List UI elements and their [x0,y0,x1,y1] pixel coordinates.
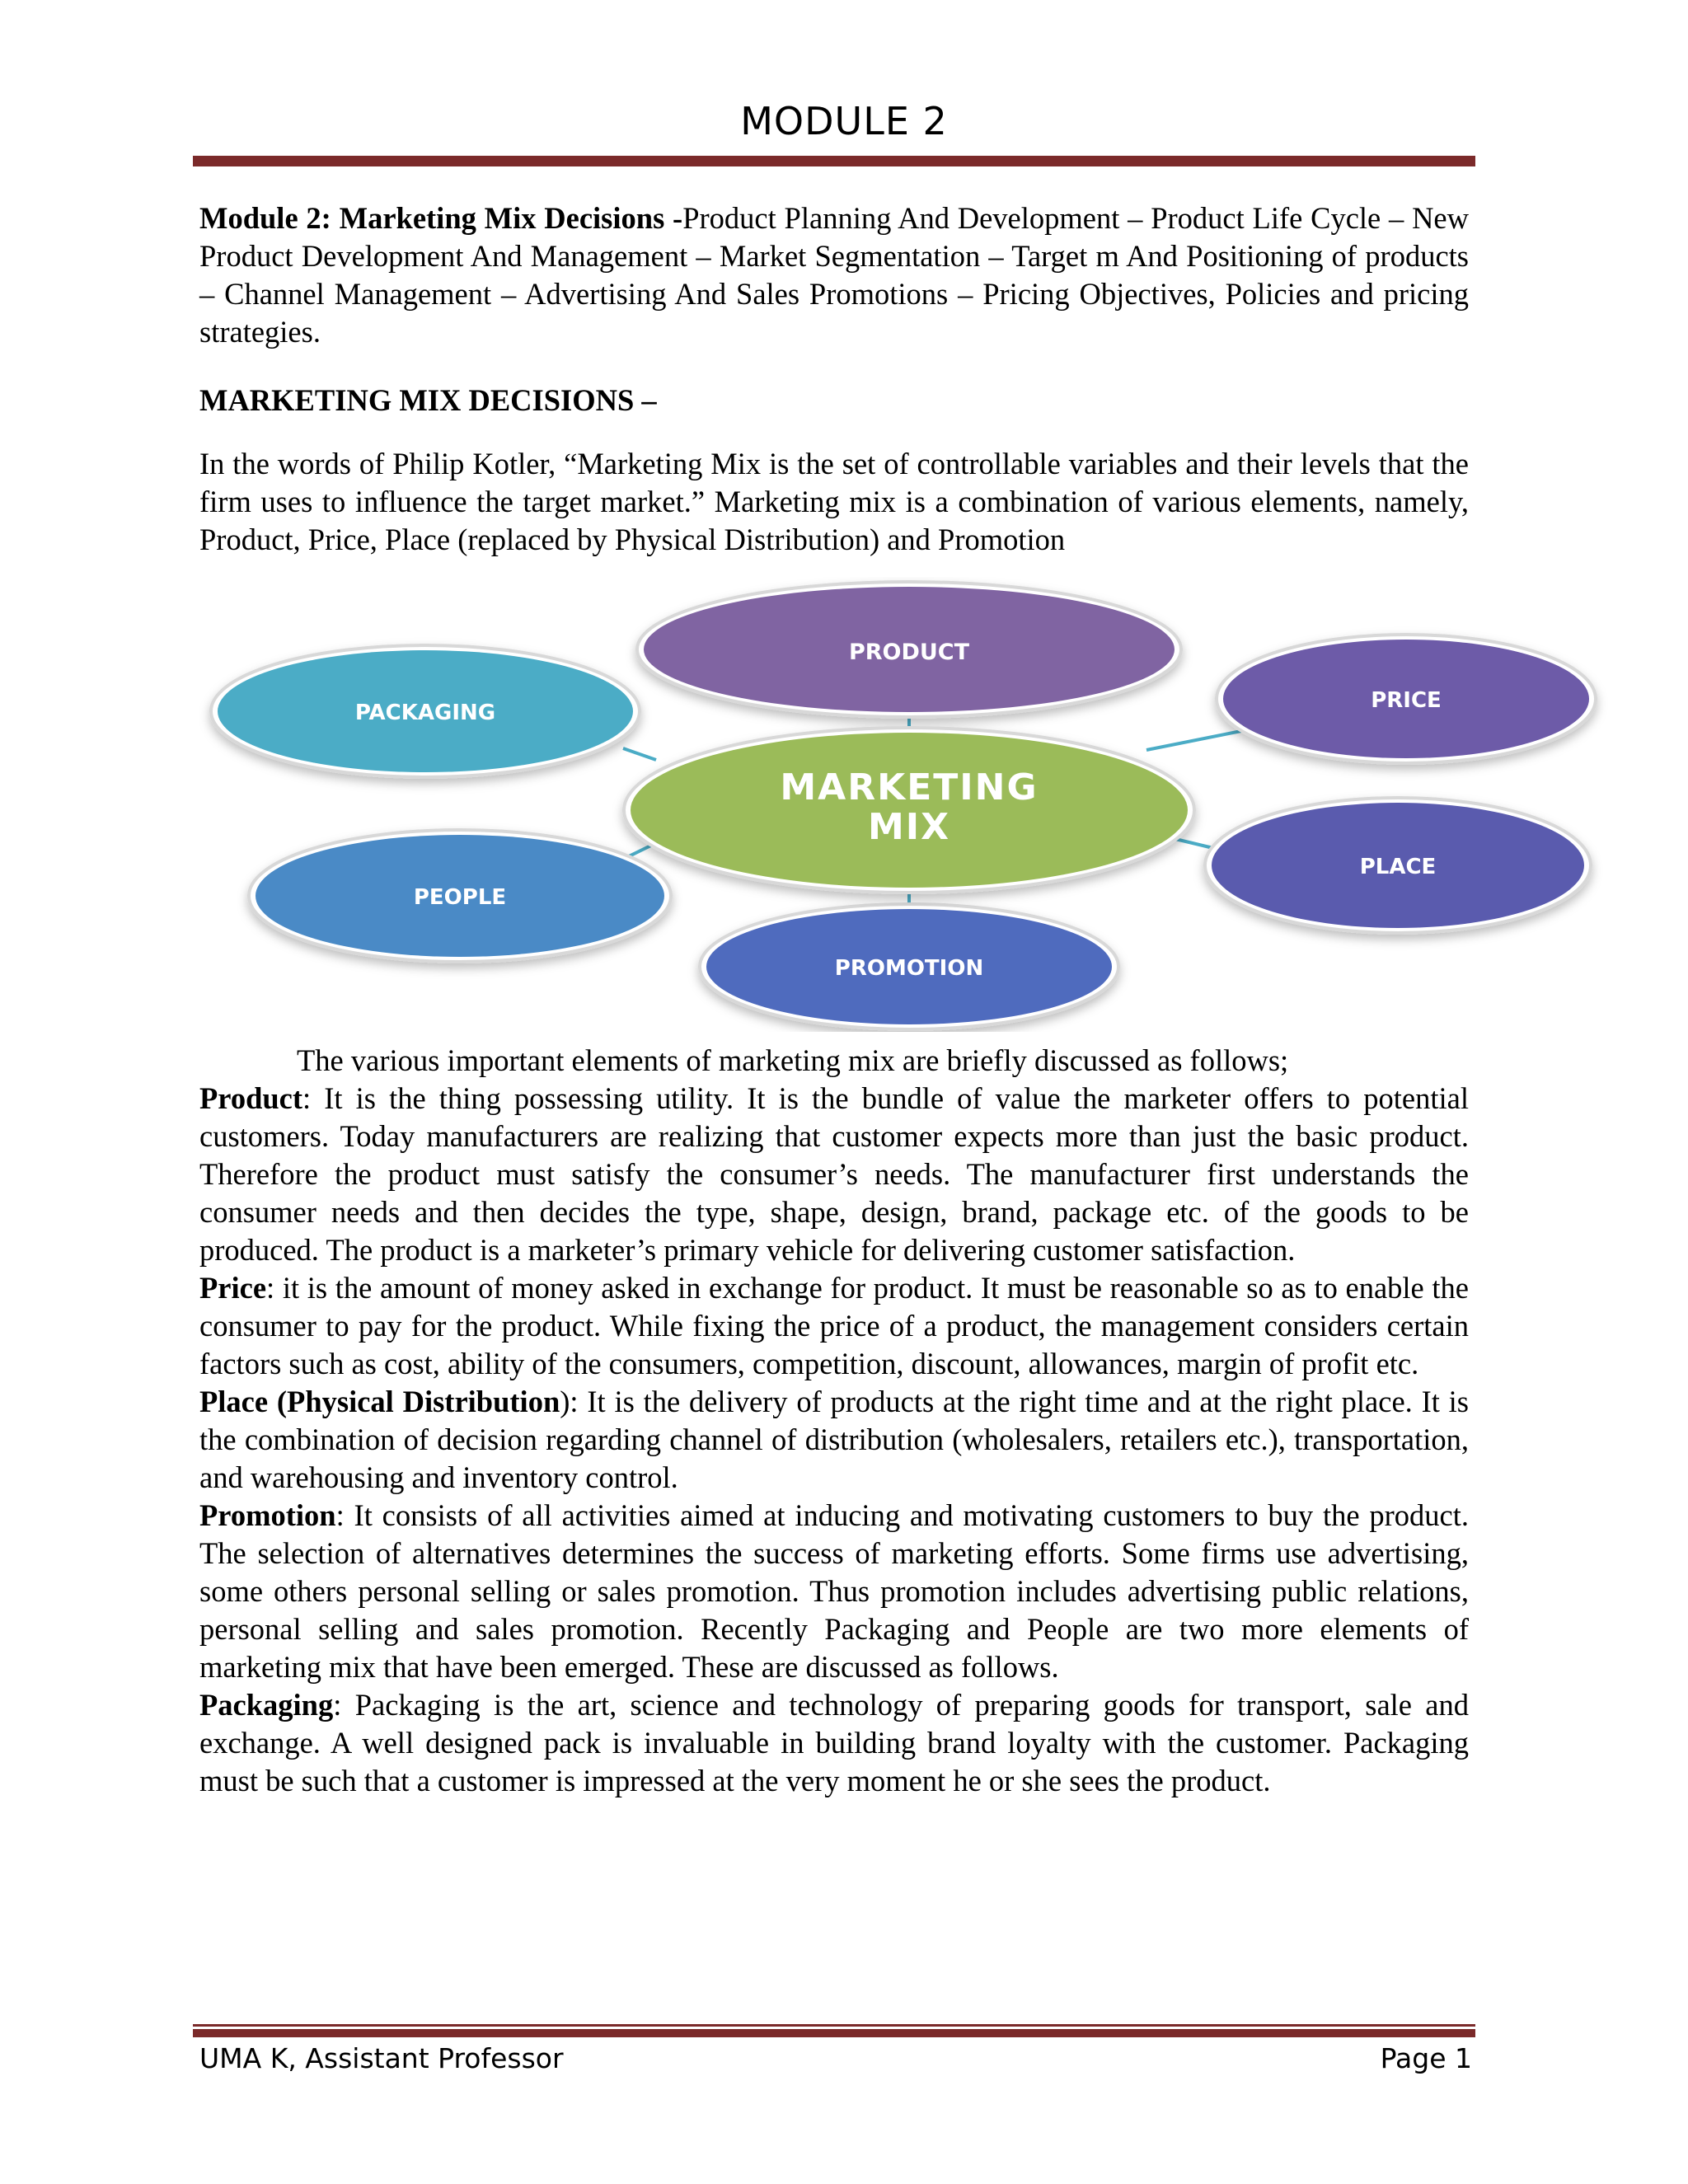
element-term: Packaging [199,1688,334,1722]
node-promotion [700,904,1118,1029]
node-product [637,582,1181,717]
node-packaging-label: PACKAGING [354,701,496,725]
node-price-label: PRICE [1371,688,1442,713]
elements-intro: The various important elements of marketing mix are briefly discussed as follows; [297,1043,1289,1077]
node-marketing-mix-center [624,728,1194,893]
element-term: Place (Physical Distribution [199,1385,560,1418]
center-label-line2: MIX [867,806,951,848]
element-text: : It consists of all activities aimed at inducing and motivating customers to buy the product. The selection of alternatives determines the success of marketing efforts. Some firms use advertising, some others personal selling or sales promotion. Thus promotion includes advertising public relations, personal selling and sales promotion. Recently Packaging and People are two more elements of marketing mix that have been emerged. These are discussed as follows. [199,1498,1469,1684]
header-rule [193,153,1475,166]
page-header-title: MODULE 2 [740,99,948,143]
elements-section [199,1042,1469,1800]
element-text: ): It is the delivery of products at the right time and at the right place. It is the combination of decision regarding channel of distribution (wholesalers, retailers etc.), transportation, and warehousing and inventory control. [199,1385,1470,1494]
footer-author: UMA K, Assistant Professor [199,2042,564,2074]
node-people-label: PEOPLE [413,885,507,910]
footer-rule [193,2024,1475,2037]
footer-page-number: Page 1 [1380,2042,1472,2074]
node-place [1205,798,1591,933]
element-term: Price [199,1271,267,1305]
element-text: : It is the thing possessing utility. It is the bundle of value the marketer offers to potential customers. Today manufacturers are realizing that customer expects more than just the basic product. Therefore the product must satisfy the consumer’s needs. The manufacturer first understands the consumer needs and then decides the type, shape, design, brand, package etc. of the goods to be produced. The product is a marketer’s primary vehicle for delivering customer satisfaction. [199,1081,1469,1267]
node-place-label: PLACE [1359,855,1437,879]
element-text: : Packaging is the art, science and technology of preparing goods for transport, sale and exchange. A well designed pack is invaluable in building brand loyalty with the customer. Packaging must be such that a customer is impressed at the very moment he or she sees the product. [199,1688,1469,1797]
node-packaging [211,645,640,777]
element-term: Promotion [199,1498,336,1532]
kotler-text: In the words of Philip Kotler, “Marketing Mix is the set of controllable variables and their levels that the firm uses to influence the target market.” Marketing mix is a combination of various elements, namely, Product, Price, Place (replaced by Physical Distribution) and Promotion [199,447,1469,556]
element-promotion [199,1497,1469,1686]
element-product [199,1080,1469,1269]
module-intro-label: Module 2: Marketing Mix Decisions - [199,201,683,235]
module-intro-text: Product Planning And Development – Product Life Cycle – New Product Development And Management – Market Segmentation – Target m And Positioning of products – Channel Management – Advertising And Sales Promotions – Pricing Objectives, Policies and pricing strategies. [199,201,1469,349]
marketing-mix-diagram [195,577,1620,1032]
element-term: Product [199,1081,303,1115]
element-packaging [199,1686,1469,1800]
node-promotion-label: PROMOTION [834,956,984,981]
element-place [199,1383,1469,1497]
node-product-label: PRODUCT [848,640,970,665]
module-intro [199,199,1469,351]
node-price [1217,635,1596,763]
element-price [199,1269,1469,1383]
kotler-paragraph [199,445,1469,559]
element-text: : it is the amount of money asked in exchange for product. It must be reasonable so as to enable the consumer to pay for the product. While fixing the price of a product, the management considers certain factors such as cost, ability of the consumers, competition, discount, allowances, margin of profit etc. [199,1271,1469,1380]
center-label-line1: MARKETING [780,766,1039,808]
node-people [249,830,671,962]
section-heading: MARKETING MIX DECISIONS – [199,383,657,417]
